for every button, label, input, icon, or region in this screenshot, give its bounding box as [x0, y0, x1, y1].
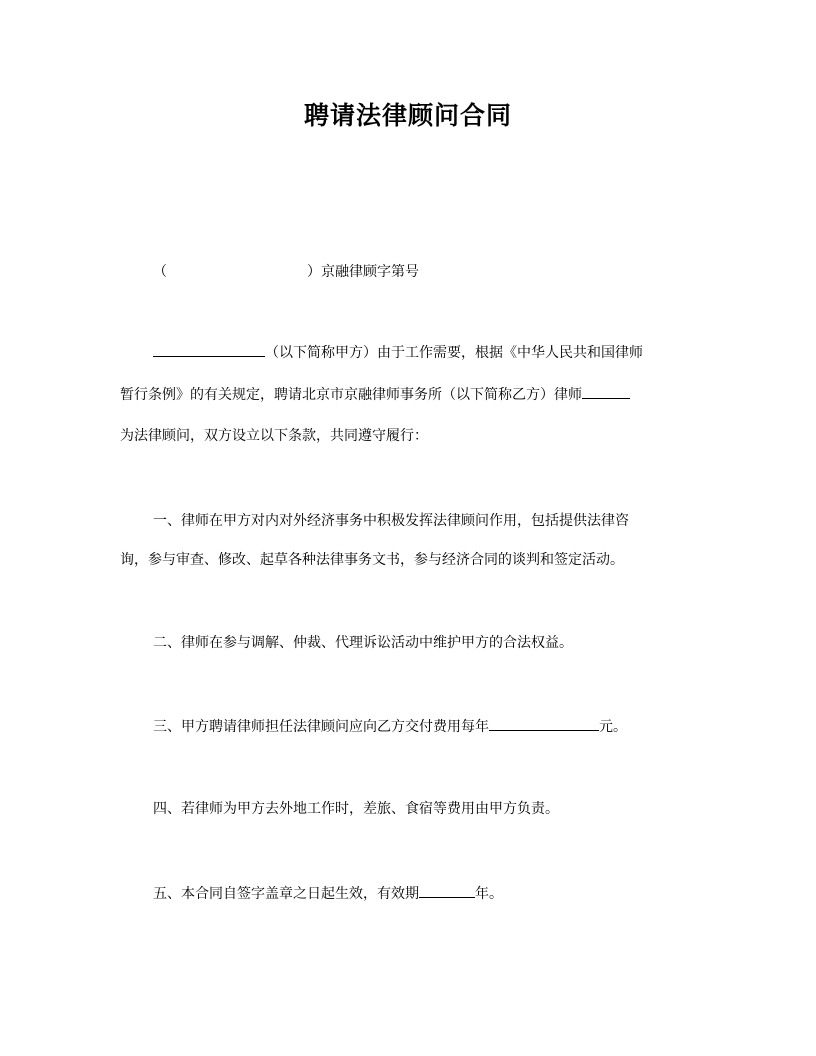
clause-1-text-2: 询，参与审查、修改、起草各种法律事务文书，参与经济合同的谈判和签定活动。	[120, 552, 624, 568]
clause-1-line-2	[120, 550, 624, 570]
clause-4-text: 四、若律师为甲方去外地工作时，差旅、食宿等费用由甲方负责。	[153, 801, 559, 817]
lawyer-name-blank	[582, 384, 630, 399]
clause-5	[153, 883, 503, 904]
clause-5-text-after: 年。	[475, 886, 503, 902]
clause-2	[153, 633, 573, 653]
clause-2-text: 二、律师在参与调解、仲裁、代理诉讼活动中维护甲方的合法权益。	[153, 635, 573, 651]
party-a-name-blank	[153, 342, 265, 357]
clause-3-text-before: 三、甲方聘请律师担任法律顾问应向乙方交付费用每年	[153, 719, 489, 735]
intro-text-2: 暂行条例》的有关规定，聘请北京市京融律师事务所（以下简称乙方）律师	[120, 387, 582, 403]
intro-line-2	[120, 384, 630, 405]
ref-open-paren: （	[153, 264, 167, 280]
clause-3-text-after: 元。	[599, 719, 627, 735]
clause-1-line-1	[153, 511, 629, 531]
intro-text-1: （以下简称甲方）由于工作需要，根据《中华人民共和国律师	[265, 345, 643, 361]
intro-line-1	[153, 342, 643, 363]
clause-1-text-1: 一、律师在甲方对内对外经济事务中积极发挥法律顾问作用，包括提供法律咨	[153, 513, 629, 529]
document-title: 聘请法律顾问合同	[303, 101, 512, 130]
annual-fee-blank	[489, 716, 599, 731]
clause-3	[153, 716, 627, 737]
ref-suffix: ）京融律顾字第号	[307, 264, 419, 280]
reference-number-line	[153, 262, 419, 282]
clause-4	[153, 799, 559, 819]
intro-line-3	[120, 426, 428, 446]
validity-years-blank	[419, 883, 475, 898]
intro-text-3: 为法律顾问，双方设立以下条款，共同遵守履行：	[120, 428, 428, 444]
clause-5-text-before: 五、本合同自签字盖章之日起生效，有效期	[153, 886, 419, 902]
